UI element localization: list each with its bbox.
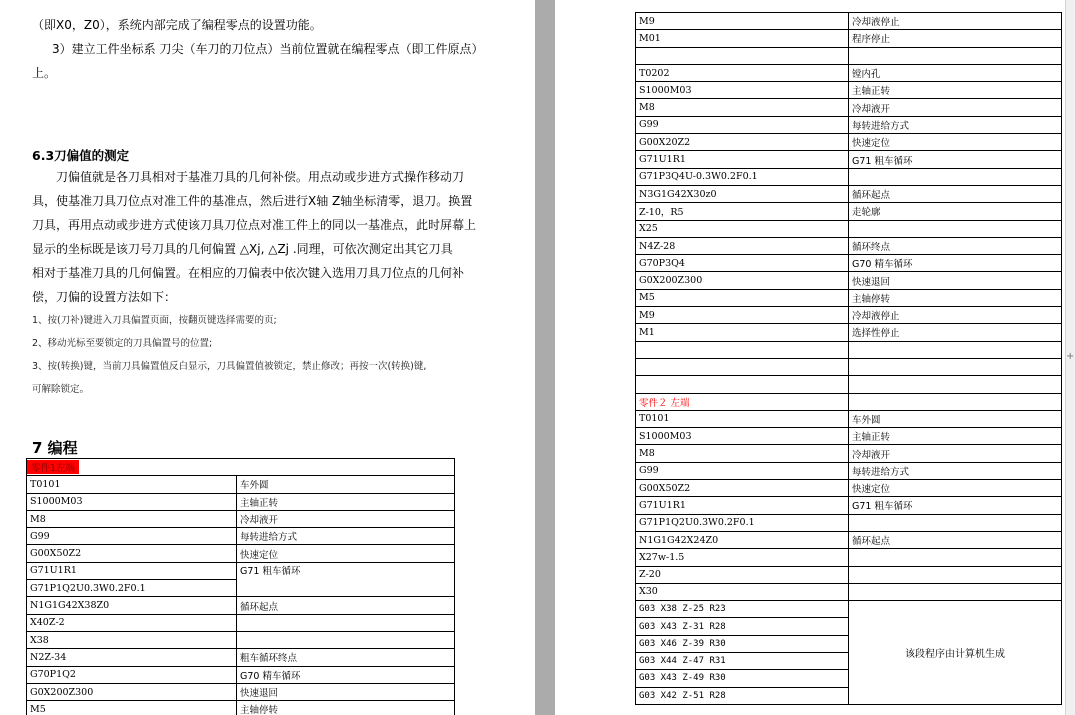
code-cell: G99: [636, 116, 849, 133]
code-cell: G0X200Z300: [636, 272, 849, 289]
comment-cell: 快速定位: [849, 480, 1062, 497]
code-cell: M8: [636, 99, 849, 116]
comment-cell: 循环起点: [849, 185, 1062, 202]
plus-icon[interactable]: +: [1066, 351, 1075, 362]
table-row: [636, 134, 1062, 151]
table-row: [636, 99, 1062, 116]
comment-cell: 主轴停转: [237, 701, 455, 715]
table-row: [27, 597, 455, 614]
table-row: [27, 683, 455, 700]
text-line: 上。: [32, 66, 57, 80]
code-cell: G71P3Q4U-0.3W0.2F0.1: [636, 168, 849, 185]
code-cell: T0101: [27, 476, 237, 493]
comment-cell: 冷却液开: [849, 99, 1062, 116]
page-gap: [535, 0, 555, 715]
red-highlighted-label: 零件1左端: [27, 460, 79, 474]
table-row: [636, 583, 1062, 600]
code-cell: M5: [27, 701, 237, 715]
table-row: [27, 631, 455, 648]
paragraph-line: 刀偏值就是各刀具相对于基准刀具的几何补偿。用点动或步进方式操作移动刀: [56, 170, 465, 184]
table-row: [636, 289, 1062, 306]
comment-cell: 循环起点: [849, 531, 1062, 548]
text-line: 3）建立工件坐标系 刀尖（车刀的刀位点）当前位置就在编程零点（即工件原点）: [52, 42, 484, 56]
code-cell: M8: [27, 510, 237, 527]
table-row: [27, 562, 455, 579]
comment-cell: [849, 393, 1062, 410]
comment-cell: [849, 583, 1062, 600]
comment-cell: [849, 47, 1062, 64]
comment-cell: 冷却液停止: [849, 13, 1062, 30]
table-row: [636, 445, 1062, 462]
code-cell: X38: [27, 631, 237, 648]
code-cell: N4Z-28: [636, 237, 849, 254]
code-cell: G71U1R1: [27, 562, 237, 579]
table-row: [636, 531, 1062, 548]
comment-cell: 每转进给方式: [849, 116, 1062, 133]
comment-cell: [849, 341, 1062, 358]
comment-cell: 主轴停转: [849, 289, 1062, 306]
code-cell: M9: [636, 307, 849, 324]
table-row: [636, 358, 1062, 375]
comment-cell: [849, 514, 1062, 531]
code-cell: X30: [636, 583, 849, 600]
code-cell: N1G1G42X24Z0: [636, 531, 849, 548]
code-cell: S1000M03: [27, 493, 237, 510]
table-row: [27, 614, 455, 631]
comment-cell: 走轮廓: [849, 203, 1062, 220]
comment-cell: 快速定位: [237, 545, 455, 562]
comment-cell: 冷却液开: [237, 510, 455, 527]
comment-cell: 循环起点: [237, 597, 455, 614]
code-cell: Z-20: [636, 566, 849, 583]
code-cell: G70P1Q2: [27, 666, 237, 683]
comment-cell: [849, 220, 1062, 237]
comment-cell: 镗内孔: [849, 64, 1062, 81]
table-row: [27, 476, 455, 493]
code-cell: G70P3Q4: [636, 255, 849, 272]
g03-code-cell: G03 X43 Z-49 R30: [636, 670, 849, 687]
g03-code-cell: G03 X44 Z-47 R31: [636, 652, 849, 669]
step-line: 2、移动光标至要锁定的刀具偏置号的位置;: [32, 338, 213, 349]
table-row: [636, 566, 1062, 583]
table-row: [636, 462, 1062, 479]
code-cell: S1000M03: [636, 428, 849, 445]
comment-cell: G71 粗车循环: [849, 497, 1062, 514]
code-cell: G00X50Z2: [636, 480, 849, 497]
table-row: [636, 480, 1062, 497]
table-row: [27, 510, 455, 527]
code-cell: G99: [636, 462, 849, 479]
code-cell: G99: [27, 528, 237, 545]
paragraph-line: 具，使基准刀具刀位点对准工件的基准点，然后进行X轴 Z轴坐标清零，退刀。换置: [32, 194, 473, 208]
code-cell: [636, 358, 849, 375]
table-row: [636, 549, 1062, 566]
comment-cell: 循环终点: [849, 237, 1062, 254]
code-cell: X40Z-2: [27, 614, 237, 631]
code-cell: M5: [636, 289, 849, 306]
comment-cell: 车外圆: [237, 476, 455, 493]
table-row: [636, 410, 1062, 427]
comment-cell: 冷却液开: [849, 445, 1062, 462]
code-cell: T0202: [636, 64, 849, 81]
table-row: [636, 514, 1062, 531]
comment-cell: 每转进给方式: [237, 528, 455, 545]
table-row: [636, 272, 1062, 289]
comment-cell: G70 精车循环: [849, 255, 1062, 272]
comment-cell: [849, 168, 1062, 185]
comment-cell: G71 粗车循环: [237, 562, 455, 597]
g03-note-cell: 该段程序由计算机生成: [849, 601, 1062, 705]
comment-cell: 主轴正转: [849, 428, 1062, 445]
step-line: 可解除锁定。: [32, 384, 90, 395]
comment-cell: [237, 614, 455, 631]
table-header-cell: [27, 459, 455, 476]
code-cell: N1G1G42X38Z0: [27, 597, 237, 614]
g03-code-cell: G03 X42 Z-51 R28: [636, 687, 849, 704]
part2-label: 零件２ 左端: [636, 393, 849, 410]
code-cell: M01: [636, 30, 849, 47]
code-cell: M9: [636, 13, 849, 30]
table-row: [636, 203, 1062, 220]
table-row: [636, 168, 1062, 185]
table-row: [636, 324, 1062, 341]
paragraph-line: 偿，刀偏的设置方法如下：: [32, 290, 177, 304]
table-row: [636, 497, 1062, 514]
paragraph-line: 显示的坐标既是该刀号刀具的几何偏置 △Xj, △Zj .同理，可依次测定出其它刀具: [32, 242, 453, 256]
table-row: [636, 307, 1062, 324]
table-row: [636, 116, 1062, 133]
code-cell: N2Z-34: [27, 649, 237, 666]
table-row: [636, 341, 1062, 358]
g03-code-cell: G03 X46 Z-39 R30: [636, 635, 849, 652]
code-cell: G71P1Q2U0.3W0.2F0.1: [636, 514, 849, 531]
comment-cell: 冷却液停止: [849, 307, 1062, 324]
left-document-page: [0, 0, 535, 715]
table-row: [27, 459, 455, 476]
code-cell: G71P1Q2U0.3W0.2F0.1: [27, 580, 237, 597]
text-line: （即X0，Z0），系统内部完成了编程零点的设置功能。: [32, 18, 322, 32]
comment-cell: 车外圆: [849, 410, 1062, 427]
table-row: [636, 428, 1062, 445]
code-cell: G00X20Z2: [636, 134, 849, 151]
comment-cell: 快速退回: [849, 272, 1062, 289]
comment-cell: [849, 549, 1062, 566]
code-cell: [636, 341, 849, 358]
code-cell: [636, 376, 849, 393]
table-row: [27, 528, 455, 545]
comment-cell: 主轴正转: [849, 82, 1062, 99]
comment-cell: 快速定位: [849, 134, 1062, 151]
paragraph-line: 刀具，再用点动或步进方式使该刀具刀位点对准工件上的同以一基准点，此时屏幕上: [32, 218, 477, 232]
code-cell: Z-10，R5: [636, 203, 849, 220]
table-row: [636, 237, 1062, 254]
table-row: [27, 493, 455, 510]
code-cell: G71U1R1: [636, 497, 849, 514]
program-table-continued: [635, 12, 1062, 705]
code-cell: T0101: [636, 410, 849, 427]
code-cell: G00X50Z2: [27, 545, 237, 562]
code-cell: X25: [636, 220, 849, 237]
table-row: [636, 151, 1062, 168]
code-cell: [636, 47, 849, 64]
table-row: [636, 82, 1062, 99]
g03-code-cell: G03 X38 Z-25 R23: [636, 601, 849, 618]
table-row: [636, 64, 1062, 81]
comment-cell: [849, 566, 1062, 583]
table-row: [27, 649, 455, 666]
step-line: 3、按(转换)键，当前刀具偏置值反白显示，刀具偏置值被锁定，禁止修改；再按一次(转换)键,: [32, 361, 427, 372]
table-row: [27, 701, 455, 715]
code-cell: M8: [636, 445, 849, 462]
code-cell: X27w-1.5: [636, 549, 849, 566]
comment-cell: 程序停止: [849, 30, 1062, 47]
paragraph-line: 相对于基准刀具的几何偏置。在相应的刀偏表中依次键入选用刀具刀位点的几何补: [32, 266, 465, 280]
comment-cell: [849, 376, 1062, 393]
code-cell: M1: [636, 324, 849, 341]
code-cell: S1000M03: [636, 82, 849, 99]
comment-cell: 粗车循环终点: [237, 649, 455, 666]
table-row: [636, 13, 1062, 30]
table-row: [636, 30, 1062, 47]
table-row: [27, 666, 455, 683]
comment-cell: G70 精车循环: [237, 666, 455, 683]
table-row: [27, 545, 455, 562]
table-row: [636, 255, 1062, 272]
table-row: [636, 47, 1062, 64]
code-cell: N3G1G42X30z0: [636, 185, 849, 202]
right-document-page: [555, 0, 1065, 715]
comment-cell: [849, 358, 1062, 375]
comment-cell: [237, 631, 455, 648]
table-row: [636, 601, 1062, 618]
table-row: [636, 393, 1062, 410]
g03-code-cell: G03 X43 Z-31 R28: [636, 618, 849, 635]
table-row: [636, 185, 1062, 202]
step-line: 1、按(刀补)键进入刀具偏置页面，按翻页键选择需要的页;: [32, 315, 277, 326]
comment-cell: G71 粗车循环: [849, 151, 1062, 168]
comment-cell: 快速退回: [237, 683, 455, 700]
table-row: [636, 376, 1062, 393]
comment-cell: 每转进给方式: [849, 462, 1062, 479]
table-row: [636, 220, 1062, 237]
comment-cell: 选择性停止: [849, 324, 1062, 341]
program-table-part1: [26, 458, 455, 715]
code-cell: G0X200Z300: [27, 683, 237, 700]
section-heading: 6.3刀偏值的测定: [32, 148, 130, 163]
code-cell: G71U1R1: [636, 151, 849, 168]
section-heading: 7 编程: [32, 439, 78, 457]
comment-cell: 主轴正转: [237, 493, 455, 510]
